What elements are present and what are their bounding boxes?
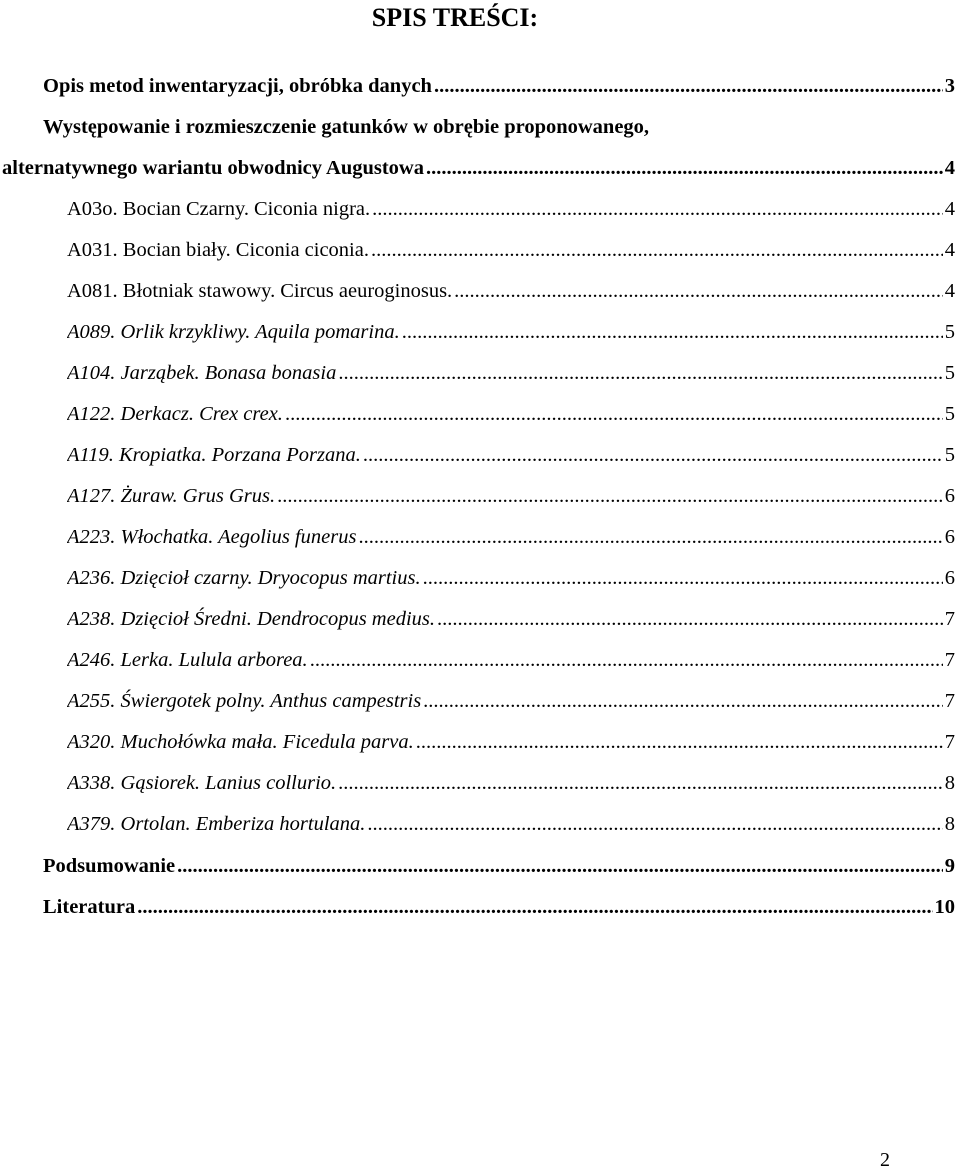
dot-leader	[177, 853, 943, 879]
dot-leader	[363, 442, 943, 468]
toc-entry-text: A223. Włochatka. Aegolius funerus	[67, 526, 357, 548]
toc-entry-page: 7	[944, 731, 955, 753]
toc-entry-literature[interactable]	[43, 894, 955, 920]
toc-entry-text: A379. Ortolan. Emberiza hortulana.	[67, 813, 366, 835]
toc-entry-species[interactable]	[67, 319, 955, 345]
toc-entry-page: 4	[944, 198, 955, 220]
toc-entry-page: 7	[944, 690, 955, 712]
toc-entry-text: A127. Żuraw. Grus Grus.	[67, 485, 276, 507]
toc-title: SPIS TREŚCI:	[371, 3, 539, 32]
toc-entry-species[interactable]	[67, 811, 955, 837]
toc-entry-summary[interactable]	[43, 853, 955, 879]
toc-entry-species[interactable]	[67, 237, 955, 263]
toc-entry-page: 4	[944, 239, 955, 261]
dot-leader	[367, 811, 942, 837]
toc-entry-text: A255. Świergotek polny. Anthus campestris	[67, 690, 422, 712]
toc-entry-species[interactable]	[67, 278, 955, 304]
toc-entry-page: 4	[944, 157, 955, 179]
toc-entry-page: 6	[944, 567, 955, 589]
toc-entry-text: Circus aeuroginosus.	[280, 280, 453, 302]
toc-entry-text: A119. Kropiatka. Porzana Porzana.	[67, 444, 361, 466]
page-number: 2	[880, 1149, 890, 1171]
toc-entry-species[interactable]	[67, 196, 955, 222]
toc-entry-page: 5	[944, 403, 955, 425]
toc-entry-text: A246. Lerka. Lulula arborea.	[67, 649, 308, 671]
toc-entry-text: A089. Orlik krzykliwy. Aquila pomarina.	[67, 321, 400, 343]
toc-entry-methods[interactable]	[43, 73, 955, 99]
toc-entry-text: A122. Derkacz. Crex crex.	[67, 403, 283, 425]
toc-entry-species[interactable]	[67, 647, 955, 673]
toc-entry-page: 9	[944, 855, 955, 877]
toc-entry-occurrence-line1: Występowanie i rozmieszczenie gatunków w obrębie proponowanego,	[43, 116, 650, 138]
toc-entry-page: 5	[944, 321, 955, 343]
toc-entry-page: 7	[944, 649, 955, 671]
dot-leader	[426, 155, 943, 181]
toc-entry-prefix: A031. Bocian biały.	[67, 239, 231, 261]
toc-entry-species[interactable]	[67, 688, 955, 714]
dot-leader	[371, 237, 943, 263]
dot-leader	[434, 73, 943, 99]
toc-entry-species[interactable]	[67, 565, 955, 591]
toc-entry-page: 6	[944, 526, 955, 548]
toc-entry-species[interactable]	[67, 401, 955, 427]
toc-entry-species[interactable]	[67, 524, 955, 550]
toc-entry-species[interactable]	[67, 729, 955, 755]
dot-leader	[277, 483, 943, 509]
toc-entry-page: 8	[944, 772, 955, 794]
toc-entry-text: A338. Gąsiorek. Lanius collurio.	[67, 772, 337, 794]
dot-leader	[416, 729, 943, 755]
toc-entry-text: Literatura	[43, 896, 136, 918]
dot-leader	[454, 278, 943, 304]
toc-entry-text: Opis metod inwentaryzacji, obróbka danych	[43, 75, 432, 97]
dot-leader	[310, 647, 943, 673]
dot-leader	[338, 770, 943, 796]
toc-entry-text: A238. Dzięcioł Średni. Dendrocopus medius.	[67, 608, 435, 630]
toc-entry-page: 10	[934, 896, 955, 918]
toc-entry-species[interactable]	[67, 360, 955, 386]
dot-leader	[423, 688, 943, 714]
toc-entry-species[interactable]	[67, 606, 955, 632]
toc-entry-text: Ciconia nigra.	[254, 198, 371, 220]
toc-entry-species[interactable]	[67, 770, 955, 796]
toc-entry-prefix: A03o. Bocian Czarny.	[67, 198, 249, 220]
dot-leader	[423, 565, 943, 591]
dot-leader	[358, 524, 942, 550]
toc-entry-page: 5	[944, 444, 955, 466]
toc-entry-occurrence[interactable]	[2, 155, 955, 181]
dot-leader	[402, 319, 943, 345]
toc-entry-page: 4	[944, 280, 955, 302]
toc-entry-page: 6	[944, 485, 955, 507]
toc-entry-text: A104. Jarząbek. Bonasa bonasia	[67, 362, 337, 384]
dot-leader	[372, 196, 943, 222]
dot-leader	[338, 360, 942, 386]
toc-entry-page: 7	[944, 608, 955, 630]
toc-entry-text: A320. Muchołówka mała. Ficedula parva.	[67, 731, 414, 753]
dot-leader	[285, 401, 943, 427]
dot-leader	[437, 606, 943, 632]
toc-entry-species[interactable]	[67, 442, 955, 468]
toc-entry-text: Podsumowanie	[43, 855, 176, 877]
toc-entry-page: 3	[944, 75, 955, 97]
toc-entry-page: 8	[944, 813, 955, 835]
toc-entry-text: alternatywnego wariantu obwodnicy Augustowa	[2, 157, 424, 179]
toc-entry-page: 5	[944, 362, 955, 384]
dot-leader	[137, 894, 932, 920]
toc-entry-species[interactable]	[67, 483, 955, 509]
toc-entry-text: Ciconia ciconia.	[235, 239, 369, 261]
toc-entry-prefix: A081. Błotniak stawowy.	[67, 280, 276, 302]
toc-entry-text: A236. Dzięcioł czarny. Dryocopus martius.	[67, 567, 421, 589]
